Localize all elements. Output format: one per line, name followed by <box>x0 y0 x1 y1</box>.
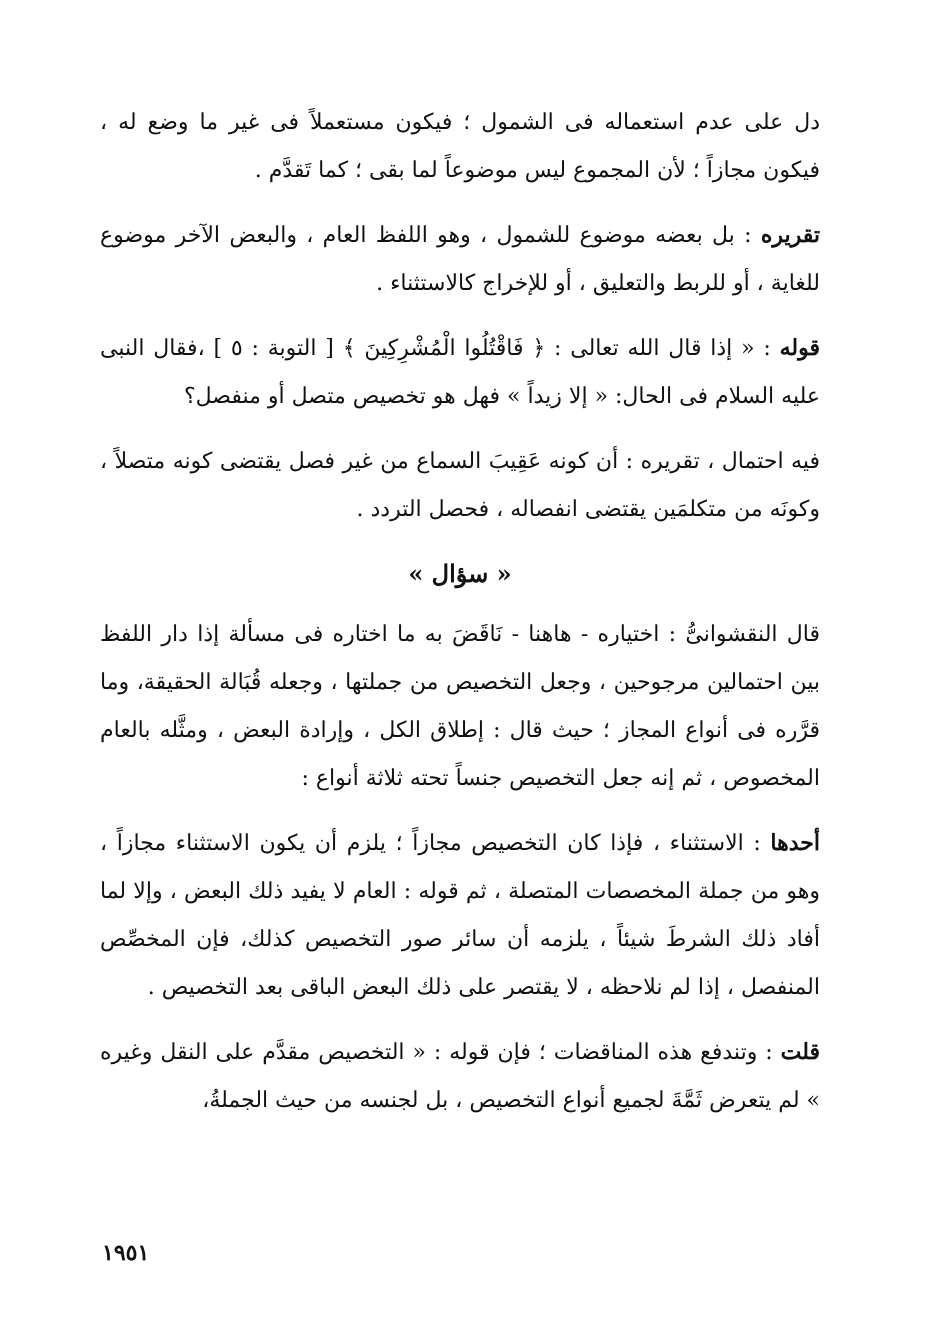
section-heading: « سؤال » <box>408 559 512 588</box>
page-number: ١٩٥١ <box>102 1240 150 1266</box>
paragraph-6 <box>100 819 820 1012</box>
paragraph-text: : « إذا قال الله تعالى : ﴿ فَاقْتُلُوا الْمُشْرِكِينَ ﴾ [ التوبة : ٥ ] ،فقال النبى عليه السلام فى الحال: « إلا زيداً » فهل هو تخصيص متصل أو منفصل؟ <box>100 336 820 409</box>
paragraph-lead: قلت <box>780 1039 820 1065</box>
paragraph-text: : الاستثناء ، فإذا كان التخصيص مجازاً ؛ يلزم أن يكون الاستثناء مجازاً ، وهو من جملة المخصصات المتصلة ، ثم قوله : العام لا يفيد ذلك البعض ، وإلا لما أفاد ذلك الشرطَ شيئاً ، يلزمه أن سائر صور التخصيص كذلك، فإن المخصِّص المنفصل ، إذا لم نلاحظه ، لا يقتصر على ذلك البعض الباقى بعد التخصيص . <box>100 831 820 1000</box>
paragraph-5 <box>100 610 820 803</box>
paragraph-text: : وتندفع هذه المناقضات ؛ فإن قوله : « التخصيص مقدَّم على النقل وغيره » لم يتعرض ثَمَّةَ لجميع أنواع التخصيص ، بل لجنسه من حيث الجملةُ، <box>100 1040 820 1113</box>
body-text <box>100 98 820 1141</box>
paragraph-text: قال النقشوانىُّ : اختياره - هاهنا - نَاقَضَ به ما اختاره فى مسألة إذا دار اللفظ بين احتمالين مرجوحين ، وجعل التخصيص من جملتها ، وجعله قُبَالة الحقيقة، وما قرَّره فى أنواع المجاز ؛ حيث قال : إطلاق الكل ، وإرادة البعض ، ومثَّله بالعام المخصوص ، ثم إنه جعل التخصيص جنساً تحته ثلاثة أنواع : <box>100 622 820 791</box>
paragraph-3 <box>100 324 820 421</box>
paragraph-1 <box>100 98 820 195</box>
paragraph-7 <box>100 1028 820 1125</box>
paragraph-text: فيه احتمال ، تقريره : أن كونه عَقِيبَ السماع من غير فصل يقتضى كونه متصلاً ، وكونَه من متكلمَين يقتضى انفصاله ، فحصل التردد . <box>100 449 820 522</box>
paragraph-lead: تقريره <box>760 222 820 248</box>
paragraph-text: : بل بعضه موضوع للشمول ، وهو اللفظ العام ، والبعض الآخر موضوع للغاية ، أو للربط والتعليق ، أو للإخراج كالاستثناء . <box>100 223 820 296</box>
paragraph-lead: أحدها <box>770 830 820 856</box>
paragraph-4 <box>100 437 820 534</box>
paragraph-2 <box>100 211 820 308</box>
paragraph-text: دل على عدم استعماله فى الشمول ؛ فيكون مستعملاً فى غير ما وضع له ، فيكون مجازاً ؛ لأن المجموع ليس موضوعاً لما بقى ؛ كما تَقدَّم . <box>100 110 820 183</box>
paragraph-lead: قوله <box>779 335 820 361</box>
